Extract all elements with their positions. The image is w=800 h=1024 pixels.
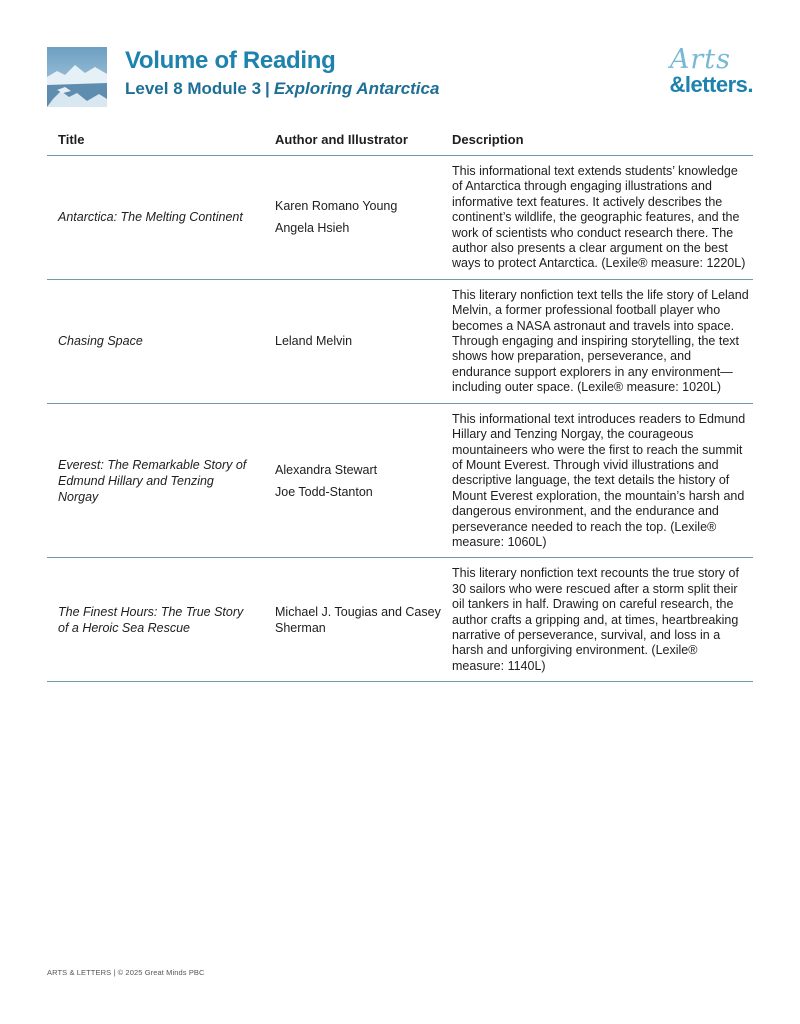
book-authors [264,280,441,403]
page-title: Volume of Reading [125,47,336,74]
book-authors [264,156,441,279]
page-subtitle [125,78,439,100]
title-block [125,47,439,100]
book-title: The Finest Hours: The True Story of a Heroic Sea Rescue [58,604,244,635]
antarctica-thumbnail-image [47,47,107,107]
subtitle-module: Level 8 Module 3 [125,79,262,98]
reading-list-table [47,130,753,682]
book-title: Chasing Space [58,334,143,349]
illustrator-name: Angela Hsieh [275,221,350,236]
subtitle-topic: Exploring Antarctica [273,79,440,98]
book-description: This informational text introduces readers to Edmund Hillary and Tenzing Norgay, the courageous mountaineers who were the first to reach the summit of Mount Everest. Through vivid illustrations and descriptive language, the text details the history of Mount Everest exploration, the mountain’s harsh and dangerous environment, and the endurance and perseverance needed to reach the top. (Lexile® measure: 1060L) [452,411,746,549]
table-row [47,404,753,559]
column-header-title: Title [58,132,85,147]
table-row [47,280,753,404]
arts-and-letters-logo [641,45,753,103]
logo-letters-text: &letters. [669,72,753,97]
page-header [47,44,753,109]
logo-arts-text: Arts [669,44,731,75]
author-name: Leland Melvin [275,334,353,349]
table-row [47,156,753,280]
author-name: Michael J. Tougias and Casey Sherman [275,604,441,635]
column-header-author: Author and Illustrator [275,132,408,147]
book-authors [264,558,441,681]
author-name: Alexandra Stewart [275,462,378,477]
column-header-description: Description [452,132,524,147]
book-description: This literary nonfiction text recounts the true story of 30 sailors who were rescued after a storm split their oil tankers in half. Drawing on careful research, the author crafts a gripping and, at times, heartbreaking narrative of perseverance, survival, and loss in a harsh and unforgiving environment. (Lexile® measure: 1140L) [452,566,739,673]
table-row [47,558,753,682]
book-description: This literary nonfiction text tells the life story of Leland Melvin, a former professional football player who becomes a NASA astronaut and travels into space. Through engaging and inspiring storytelling, the text shows how preparation, perseverance, and endurance support explorers in any environment—including outer space. (Lexile® measure: 1020L) [452,287,749,395]
author-name: Karen Romano Young [275,199,398,214]
book-description: This informational text extends students’ knowledge of Antarctica through engaging illustrations and informative text features. It actively describes the continent’s wildlife, the geographic features, and the work of scientists who conduct research there. The author also presents a clear argument on the best ways to protect Antarctica. (Lexile® measure: 1220L) [452,164,746,271]
subtitle-separator: | [265,79,270,98]
illustrator-name: Joe Todd-Stanton [275,484,373,499]
table-header-row [47,130,753,156]
book-title: Antarctica: The Melting Continent [58,210,243,225]
page-footer: ARTS & LETTERS | © 2025 Great Minds PBC [47,968,205,977]
book-title: Everest: The Remarkable Story of Edmund Hillary and Tenzing Norgay [58,457,247,504]
book-authors [264,404,441,558]
